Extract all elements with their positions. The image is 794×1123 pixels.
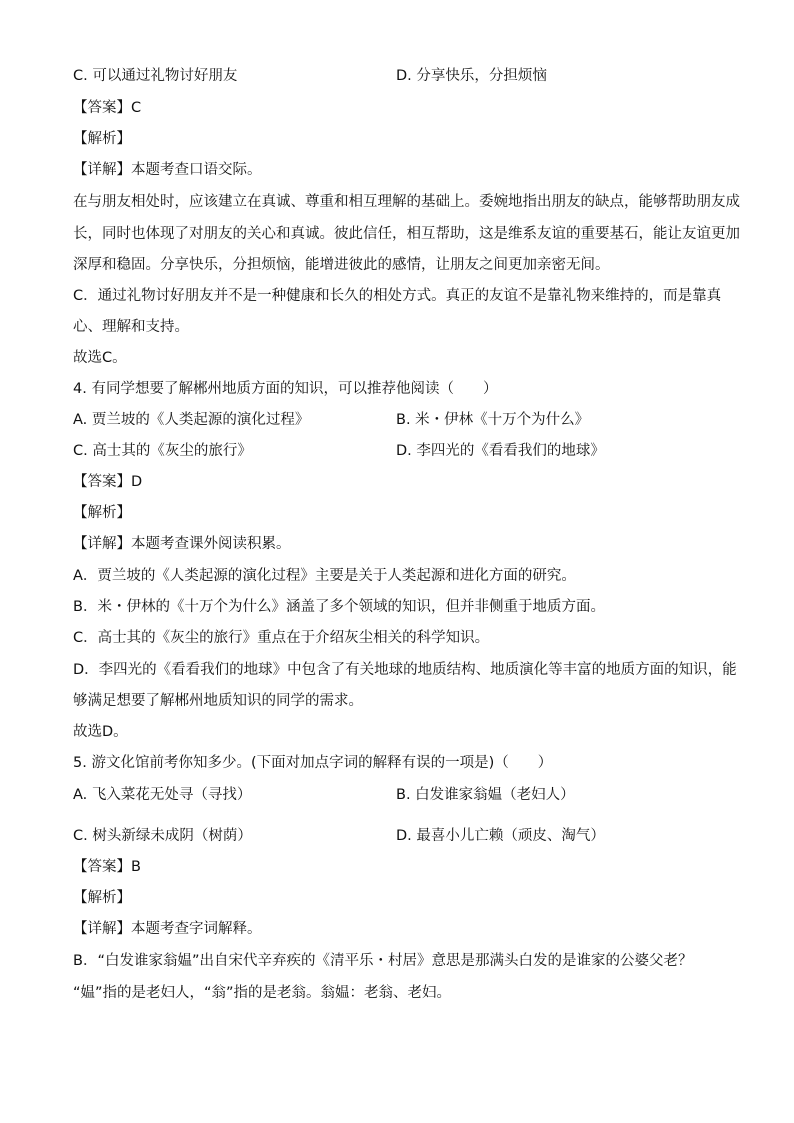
q5-explain-b-line1: B．“白发谁家翁媪”出自宋代辛弃疾的《清平乐・村居》意思是那满头白发的是谁家的公婆父老？ [73,953,693,969]
q3-para2-line1: C．通过礼物讨好朋友并不是一种健康和长久的相处方式。真正的友谊不是靠礼物来维持的，而是靠真 [73,288,722,304]
q3-para1-line3: 深厚和稳固。分享快乐，分担烦恼，能增进彼此的感情，让朋友之间更加亲密无间。 [73,257,610,273]
q5-answer: 【答案】B [73,859,141,875]
q5-option-c: C. 树头新绿未成阴（树荫） [73,828,252,844]
q5-detail: 【详解】本题考查字词解释。 [73,921,262,937]
q4-explain-d-line1: D．李四光的《看看我们的地球》中包含了有关地球的地质结构、地质演化等丰富的地质方面的知识，能 [73,662,737,678]
q3-para1-line1: 在与朋友相处时，应该建立在真诚、尊重和相互理解的基础上。委婉地指出朋友的缺点，能够帮助朋友成 [73,194,740,210]
q3-analysis-label: 【解析】 [73,131,131,147]
q5-question: 5. 游文化馆前考你知多少。(下面对加点字词的解释有误的一项是)（ ） [73,755,553,771]
q4-detail: 【详解】本题考查课外阅读积累。 [73,536,291,552]
q5-analysis-label: 【解析】 [73,890,131,906]
q4-option-a: A. 贾兰坡的《人类起源的演化过程》 [73,412,310,428]
q4-answer: 【答案】D [73,474,143,490]
q5-option-d: D. 最喜小儿亡赖（顽皮、淘气） [396,828,605,844]
q4-analysis-label: 【解析】 [73,505,131,521]
q4-explain-d-line2: 够满足想要了解郴州地质知识的同学的需求。 [73,693,363,709]
q5-explain-b-line2: “媪”指的是老妇人，“翁”指的是老翁。翁媪：老翁、老妇。 [73,985,452,1001]
q4-question: 4. 有同学想要了解郴州地质方面的知识，可以推荐他阅读（ ） [73,381,498,397]
q3-conclusion: 故选C。 [73,350,127,366]
q4-option-d: D. 李四光的《看看我们的地球》 [396,443,605,459]
q4-explain-b: B．米・伊林的《十万个为什么》涵盖了多个领域的知识，但并非侧重于地质方面。 [73,599,605,615]
q3-detail: 【详解】本题考查口语交际。 [73,162,262,178]
q5-option-a: A. 飞入菜花无处寻（寻找） [73,787,252,803]
q4-explain-c: C．高士其的《灰尘的旅行》重点在于介绍灰尘相关的科学知识。 [73,630,490,646]
q4-conclusion: 故选D。 [73,724,128,740]
q3-option-c: C. 可以通过礼物讨好朋友 [73,68,238,84]
q3-para2-line2: 心、理解和支持。 [73,319,189,335]
q5-option-b: B. 白发谁家翁媪（老妇人） [396,787,575,803]
q4-option-b: B. 米・伊林《十万个为什么》 [396,412,590,428]
q4-explain-a: A．贾兰坡的《人类起源的演化过程》主要是关于人类起源和进化方面的研究。 [73,568,576,584]
q4-option-c: C. 高士其的《灰尘的旅行》 [73,443,252,459]
q3-option-d: D. 分享快乐，分担烦恼 [396,68,547,84]
q3-para1-line2: 长，同时也体现了对朋友的关心和真诚。彼此信任，相互帮助，这是维系友谊的重要基石，能让友谊更加 [73,226,740,242]
q3-answer: 【答案】C [73,100,142,116]
